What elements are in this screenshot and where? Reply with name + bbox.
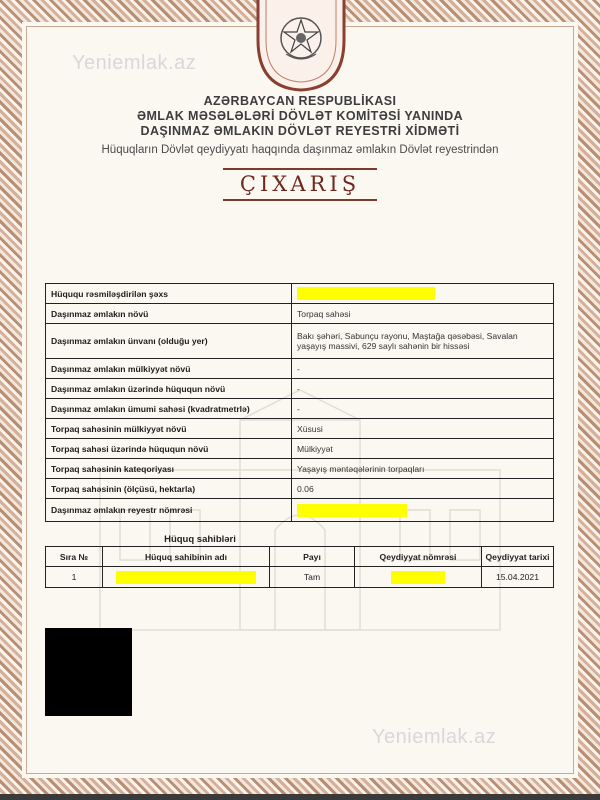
column-header: Qeydiyyat nömrəsi [355, 547, 482, 567]
table-row [46, 479, 554, 499]
row-label: Torpaq sahəsinin mülkiyyət növü [46, 419, 292, 439]
property-info-table [45, 283, 554, 522]
owners-title: Hüquq sahibləri [164, 534, 236, 545]
row-value: Yaşayış məntəqələrinin torpaqları [292, 459, 554, 479]
column-header: Sıra № [46, 547, 103, 567]
header-subtitle: Hüquqların Dövlət qeydiyyatı haqqında daşınmaz əmlakın Dövlət reyestrindən [101, 144, 499, 156]
table-row [46, 379, 554, 399]
title-rule-bottom [223, 199, 377, 201]
document-title-block [215, 166, 385, 206]
redaction-highlight [391, 571, 445, 584]
watermark-top: Yeniemlak.az [72, 52, 197, 74]
table-row [46, 459, 554, 479]
row-label: Hüququ rəsmiləşdirilən şəxs [46, 284, 292, 304]
row-value: Bakı şəhəri, Sabunçu rayonu, Maştağa qəsəbəsi, Savalan yaşayış massivi, 629 saylı sahənin bir hissəsi [292, 324, 554, 359]
header-line-3: DAŞINMAZ ƏMLAKIN DÖVLƏT REYESTRİ XİDMƏTİ [140, 124, 460, 138]
owners-table [45, 546, 554, 588]
owner-share: Tam [270, 567, 355, 588]
row-value-redacted [292, 499, 554, 522]
column-header: Hüquq sahibinin adı [103, 547, 270, 567]
header-line-2: ƏMLAK MƏSƏLƏLƏRİ DÖVLƏT KOMİTƏSİ YANINDA [136, 109, 464, 123]
redaction-highlight [116, 571, 256, 584]
row-label: Torpaq sahəsinin kateqoriyası [46, 459, 292, 479]
row-value: Mülkiyyət [292, 439, 554, 459]
row-value-redacted [292, 284, 554, 304]
redaction-highlight [297, 287, 435, 300]
owner-number: 1 [46, 567, 103, 588]
table-header-row [46, 547, 554, 567]
state-emblem-icon [256, 0, 346, 92]
row-value: Xüsusi [292, 419, 554, 439]
row-value: Torpaq sahəsi [292, 304, 554, 324]
table-row [46, 499, 554, 522]
column-header: Payı [270, 547, 355, 567]
row-label: Daşınmaz əmlakın növü [46, 304, 292, 324]
table-row [46, 419, 554, 439]
table-row [46, 439, 554, 459]
row-label: Daşınmaz əmlakın reyestr nömrəsi [46, 499, 292, 522]
registration-date: 15.04.2021 [482, 567, 554, 588]
redaction-highlight [297, 504, 407, 517]
row-label: Daşınmaz əmlakın ümumi sahəsi (kvadratmetrlə) [46, 399, 292, 419]
row-value: - [292, 379, 554, 399]
document-title: ÇIXARIŞ [239, 172, 361, 196]
registration-number-redacted [355, 567, 482, 588]
row-label: Daşınmaz əmlakın mülkiyyət növü [46, 359, 292, 379]
bottom-edge [0, 794, 600, 800]
table-row [46, 399, 554, 419]
table-row [46, 567, 554, 588]
row-label: Torpaq sahəsi üzərində hüququn növü [46, 439, 292, 459]
table-row [46, 304, 554, 324]
title-rule-top [223, 168, 377, 170]
row-value: 0.06 [292, 479, 554, 499]
row-label: Daşınmaz əmlakın üzərində hüququn növü [46, 379, 292, 399]
table-row [46, 324, 554, 359]
row-label: Daşınmaz əmlakın ünvanı (olduğu yer) [46, 324, 292, 359]
watermark-bottom: Yeniemlak.az [372, 726, 497, 748]
table-row [46, 284, 554, 304]
row-value: - [292, 359, 554, 379]
table-row [46, 359, 554, 379]
row-label: Torpaq sahəsinin (ölçüsü, hektarla) [46, 479, 292, 499]
column-header: Qeydiyyat tarixi [482, 547, 554, 567]
owner-name-redacted [103, 567, 270, 588]
header-line-1: AZƏRBAYCAN RESPUBLİKASI [203, 94, 397, 108]
row-value: - [292, 399, 554, 419]
redacted-qr-block [45, 628, 132, 716]
